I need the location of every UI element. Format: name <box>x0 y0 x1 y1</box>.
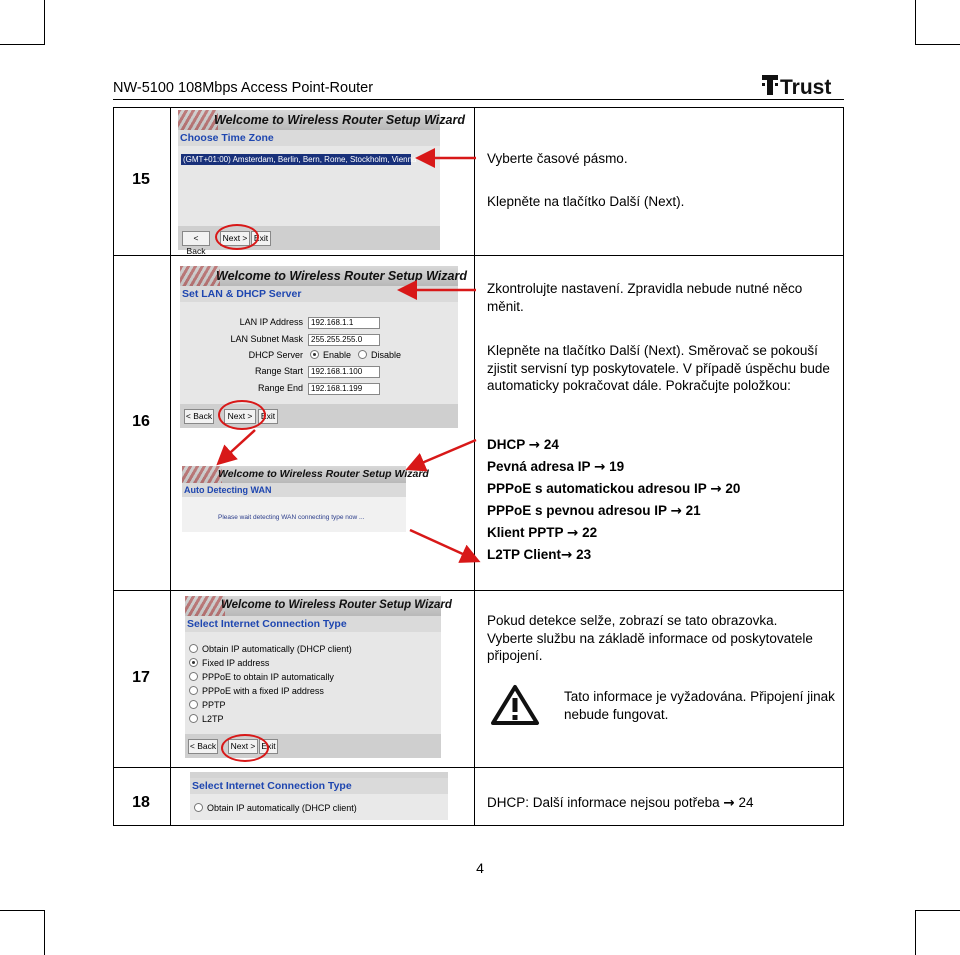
back-button[interactable]: < Back <box>184 409 214 424</box>
back-button[interactable]: < Back <box>182 231 210 246</box>
red-arrow-diagonal <box>410 530 476 560</box>
field-label: LAN Subnet Mask <box>230 334 303 344</box>
range-end-input[interactable]: 192.168.1.199 <box>308 383 380 395</box>
next-button[interactable]: Next > <box>224 409 256 424</box>
wizard-banner: Welcome to Wireless Router Setup Wizard <box>185 596 441 616</box>
wizard-subtitle: Auto Detecting WAN <box>182 483 406 497</box>
timezone-select[interactable]: (GMT+01:00) Amsterdam, Berlin, Bern, Rome, Stockholm, Vienna <box>183 155 417 164</box>
lan-ip-input[interactable]: 192.168.1.1 <box>308 317 380 329</box>
red-arrow-diagonal <box>410 440 476 468</box>
subnet-mask-input[interactable]: 255.255.255.0 <box>308 334 380 346</box>
warning-text: Tato informace je vyžadována. Připojení jinak nebude fungovat. <box>564 689 835 722</box>
back-button[interactable]: < Back <box>188 739 218 754</box>
step-number: 16 <box>132 413 150 430</box>
wizard-subtitle: Select Internet Connection Type <box>185 616 441 632</box>
wizard-banner: Welcome to Wireless Router Setup Wizard <box>182 466 406 483</box>
step-text: Zkontrolujte nastavení. Zpravidla nebude nutné něco měnit. <box>487 281 803 314</box>
exit-button[interactable]: Exit <box>258 409 278 424</box>
exit-button[interactable]: Exit <box>251 231 271 246</box>
connection-option[interactable]: L2TP <box>189 714 224 724</box>
list-item: L2TP Client→ 23 <box>487 547 592 563</box>
connection-option[interactable]: Obtain IP automatically (DHCP client) <box>189 644 352 654</box>
connection-option[interactable]: PPPoE with a fixed IP address <box>189 686 324 696</box>
field-label: Range End <box>257 383 303 393</box>
step-text: Vyberte časové pásmo. <box>487 151 628 166</box>
step-text: DHCP: Další informace nejsou potřeba → 24 <box>487 795 754 811</box>
dhcp-disable-radio[interactable]: Disable <box>358 350 401 360</box>
dhcp-enable-radio[interactable]: Enable <box>310 350 351 360</box>
next-button[interactable]: Next > <box>228 739 258 754</box>
next-button[interactable]: Next > <box>220 231 250 246</box>
list-item: PPPoE s automatickou adresou IP → 20 <box>487 481 741 497</box>
connection-option[interactable]: PPTP <box>189 700 226 710</box>
document-header: NW-5100 108Mbps Access Point-Router <box>113 80 374 96</box>
field-label: LAN IP Address <box>239 317 303 327</box>
step-text: Klepněte na tlačítko Další (Next). Směrovač se pokouší zjistit servisní typ poskytovatele. V případě úspěchu bude automaticky pokračovat dále. Pokračujte položkou: <box>487 343 830 393</box>
exit-button[interactable]: Exit <box>259 739 278 754</box>
logo-text: Trust <box>780 76 832 99</box>
range-start-input[interactable]: 192.168.1.100 <box>308 366 380 378</box>
wizard-subtitle: Choose Time Zone <box>178 130 440 146</box>
wizard-banner: Welcome to Wireless Router Setup Wizard <box>178 110 440 130</box>
field-label: DHCP Server <box>248 350 303 360</box>
wizard-subtitle: Set LAN & DHCP Server <box>180 286 458 302</box>
wizard-banner: Welcome to Wireless Router Setup Wizard <box>180 266 458 286</box>
connection-option[interactable]: PPPoE to obtain IP automatically <box>189 672 334 682</box>
step-text: Klepněte na tlačítko Další (Next). <box>487 194 685 209</box>
step-text: Pokud detekce selže, zobrazí se tato obrazovka. Vyberte službu na základě informace od poskytovatele připojení. <box>487 613 813 663</box>
field-label: Range Start <box>254 366 303 376</box>
list-item: Klient PPTP → 22 <box>487 525 598 541</box>
list-item: DHCP → 24 <box>487 437 559 453</box>
red-arrow-down <box>220 430 255 462</box>
wizard-subtitle: Select Internet Connection Type <box>190 778 448 794</box>
list-item: Pevná adresa IP → 19 <box>487 459 625 475</box>
step-number: 15 <box>132 171 150 188</box>
step-number: 18 <box>132 794 150 811</box>
list-item: PPPoE s pevnou adresou IP → 21 <box>487 503 701 519</box>
detecting-message: Please wait detecting WAN connecting type now ... <box>218 514 365 521</box>
step-number: 17 <box>132 669 150 686</box>
connection-option[interactable]: Fixed IP address <box>189 658 269 668</box>
page-number: 4 <box>476 860 484 876</box>
connection-option[interactable]: Obtain IP automatically (DHCP client) <box>194 803 357 813</box>
